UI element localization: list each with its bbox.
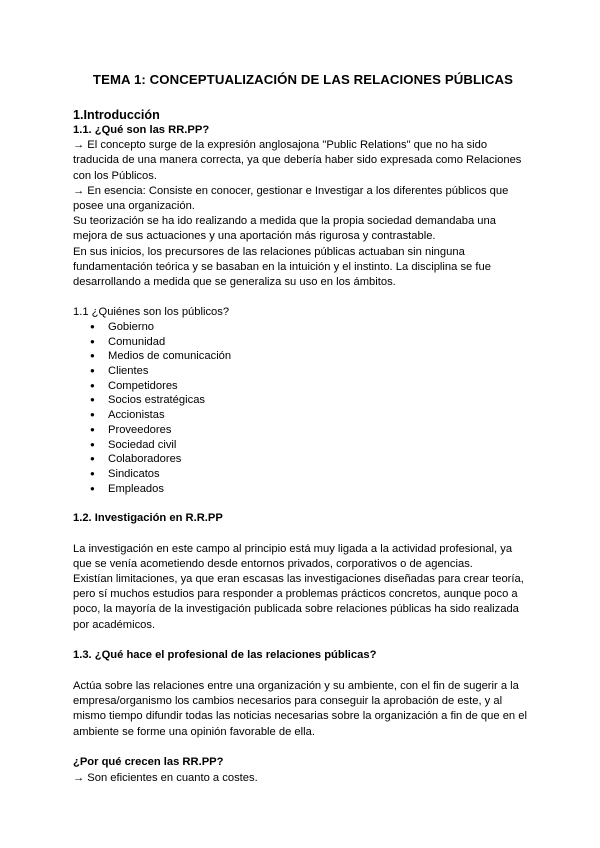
bullet-icon: ● [90, 410, 95, 420]
list-item: ● Colaboradores [90, 453, 182, 466]
list-item: ● Comunidad [90, 335, 166, 348]
growth-paragraph: → Son eficientes en cuanto a costes. [73, 771, 258, 784]
bullet-icon: ● [90, 454, 95, 464]
research-paragraph-2: Existían limitaciones, ya que eran escasas las investigaciones diseñadas para crear teoría, pero sí muchos estudios para responder a problemas prácticos concretos, aunque poco a poco, la mayoría de la investigación publicada sobre relaciones públicas ha sido realizada por académicos. [73, 572, 524, 631]
bullet-icon: ● [90, 424, 95, 434]
list-item: ● Clientes [90, 365, 149, 378]
document-title: TEMA 1: CONCEPTUALIZACIÓN DE LAS RELACIONES PÚBLICAS [92, 72, 514, 87]
publics-heading: 1.1 ¿Quiénes son los públicos? [73, 305, 230, 318]
document-body [73, 107, 533, 786]
intro-paragraph-3: Su teorización se ha ido realizando a medida que la propia sociedad demandaba una mejora de sus actuaciones y una aportación más rigurosa y contrastable. [73, 215, 496, 243]
bullet-icon: ● [90, 366, 95, 376]
professional-paragraph: Actúa sobre las relaciones entre una organización y su ambiente, con el fin de sugerir a la empresa/organismo los cambios necesarios para conseguir la aprobación de este, y al mismo tiempo difundir todas las noticias necesarias sobre la organización a fin de que en el ambiente se forme una opinión favorable de ella. [73, 680, 527, 738]
list-item: ● Proveedores [90, 423, 172, 436]
bullet-icon: ● [90, 395, 95, 405]
growth-heading: ¿Por qué crecen las RR.PP? [73, 756, 224, 769]
bullet-icon: ● [90, 351, 95, 361]
list-item: ● Competidores [90, 379, 178, 392]
list-item: ● Sindicatos [90, 467, 160, 480]
intro-paragraph-1: → El concepto surge de la expresión anglosajona "Public Relations" que no ha sido traducida de una manera correcta, ya que debería haber sido expresada como Relaciones con los Públicos. [73, 139, 522, 182]
bullet-icon: ● [90, 439, 95, 449]
professional-heading: 1.3. ¿Qué hace el profesional de las relaciones públicas? [73, 649, 377, 662]
what-are-prs-heading: 1.1. ¿Qué son las RR.PP? [73, 124, 210, 136]
research-heading: 1.2. Investigación en R.R.PP [73, 511, 223, 524]
list-item: ● Sociedad civil [90, 438, 177, 451]
publics-list [73, 320, 533, 496]
list-item: ● Empleados [90, 482, 164, 495]
bullet-icon: ● [90, 468, 95, 478]
list-item: ● Gobierno [90, 320, 155, 333]
intro-paragraph-2: → En esencia: Consiste en conocer, gestionar e Investigar a los diferentes públicos que posee una organización. [73, 184, 509, 213]
intro-heading: 1.Introducción [73, 108, 160, 122]
list-item: ● Accionistas [90, 409, 165, 422]
list-item: ● Medios de comunicación [90, 350, 232, 363]
bullet-icon: ● [90, 380, 95, 390]
bullet-icon: ● [90, 321, 95, 331]
bullet-icon: ● [90, 483, 95, 493]
bullet-icon: ● [90, 336, 95, 346]
intro-paragraph-4: En sus inicios, los precursores de las relaciones públicas actuaban sin ninguna fundamentación teórica y se basaban en la intuición y el instinto. La disciplina se fue desarrollando a medida que se generaliza su uso en los ámbitos. [73, 245, 491, 289]
list-item: ● Socios estratégicas [90, 394, 206, 407]
research-paragraph-1: La investigación en este campo al principio está muy ligada a la actividad profesional, ya que se venía acometiendo desde entornos privados, corporativos o de agencias. [73, 542, 513, 570]
